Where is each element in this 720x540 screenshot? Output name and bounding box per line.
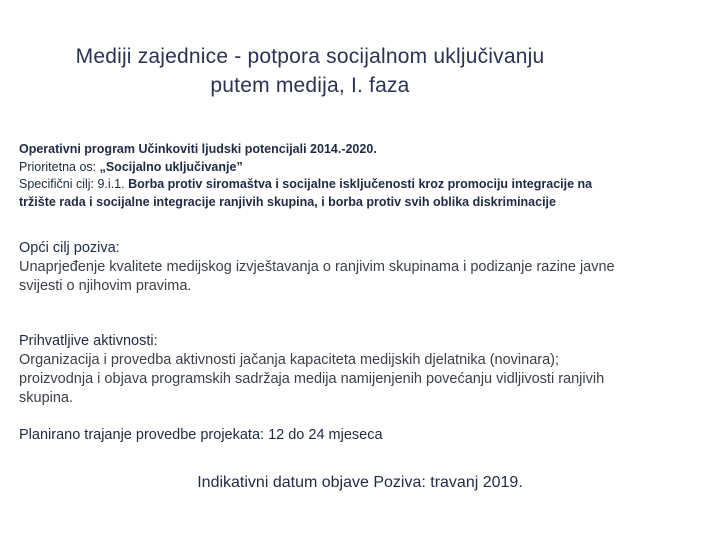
slide-title	[0, 42, 620, 100]
priority-value: „Socijalno uključivanje”	[99, 159, 243, 174]
specific-value-2: tržište rada i socijalne integracije ranjivih skupina, i borba protiv svih oblika diskriminacije	[19, 194, 556, 209]
eligible-activities-section	[19, 332, 699, 408]
title-line-1: Mediji zajednice - potpora socijalnom uključivanju	[75, 45, 545, 68]
specific-objective	[19, 176, 699, 194]
general-goal-section	[19, 239, 699, 296]
general-goal-text-2: svijesti o njihovim pravima.	[19, 278, 192, 294]
specific-label: Specifični cilj: 9.i.1.	[19, 177, 129, 191]
title-line-2: putem medija, I. faza	[210, 74, 410, 97]
programme-info	[19, 141, 699, 211]
eligible-activities-text-1: Organizacija i provedba aktivnosti jačanja kapaciteta medijskih djelatnika (novinara);	[19, 352, 560, 368]
eligible-activities-text-3: skupina.	[19, 390, 74, 406]
general-goal-heading: Opći cilj poziva:	[19, 240, 120, 256]
general-goal-text-1: Unaprjeđenje kvalitete medijskog izvještavanja o ranjivim skupinama i podizanje razine javne	[19, 259, 615, 275]
specific-value-1: Borba protiv siromaštva i socijalne isključenosti kroz promociju integracije na	[128, 177, 593, 191]
programme-name: Operativni program Učinkoviti ljudski potencijali 2014.-2020.	[19, 142, 377, 156]
eligible-activities-text-2: proizvodnja i objava programskih sadržaja medija namijenjenih povećanju vidljivosti ranjivih	[19, 371, 605, 387]
priority-label: Prioritetna os:	[19, 159, 100, 174]
project-duration: Planirano trajanje provedbe projekata: 12 do 24 mjeseca	[19, 427, 383, 443]
eligible-activities-heading: Prihvatljive aktivnosti:	[19, 333, 158, 349]
indicative-date: Indikativni datum objave Poziva: travanj 2019.	[197, 474, 523, 491]
priority-axis	[19, 159, 699, 177]
